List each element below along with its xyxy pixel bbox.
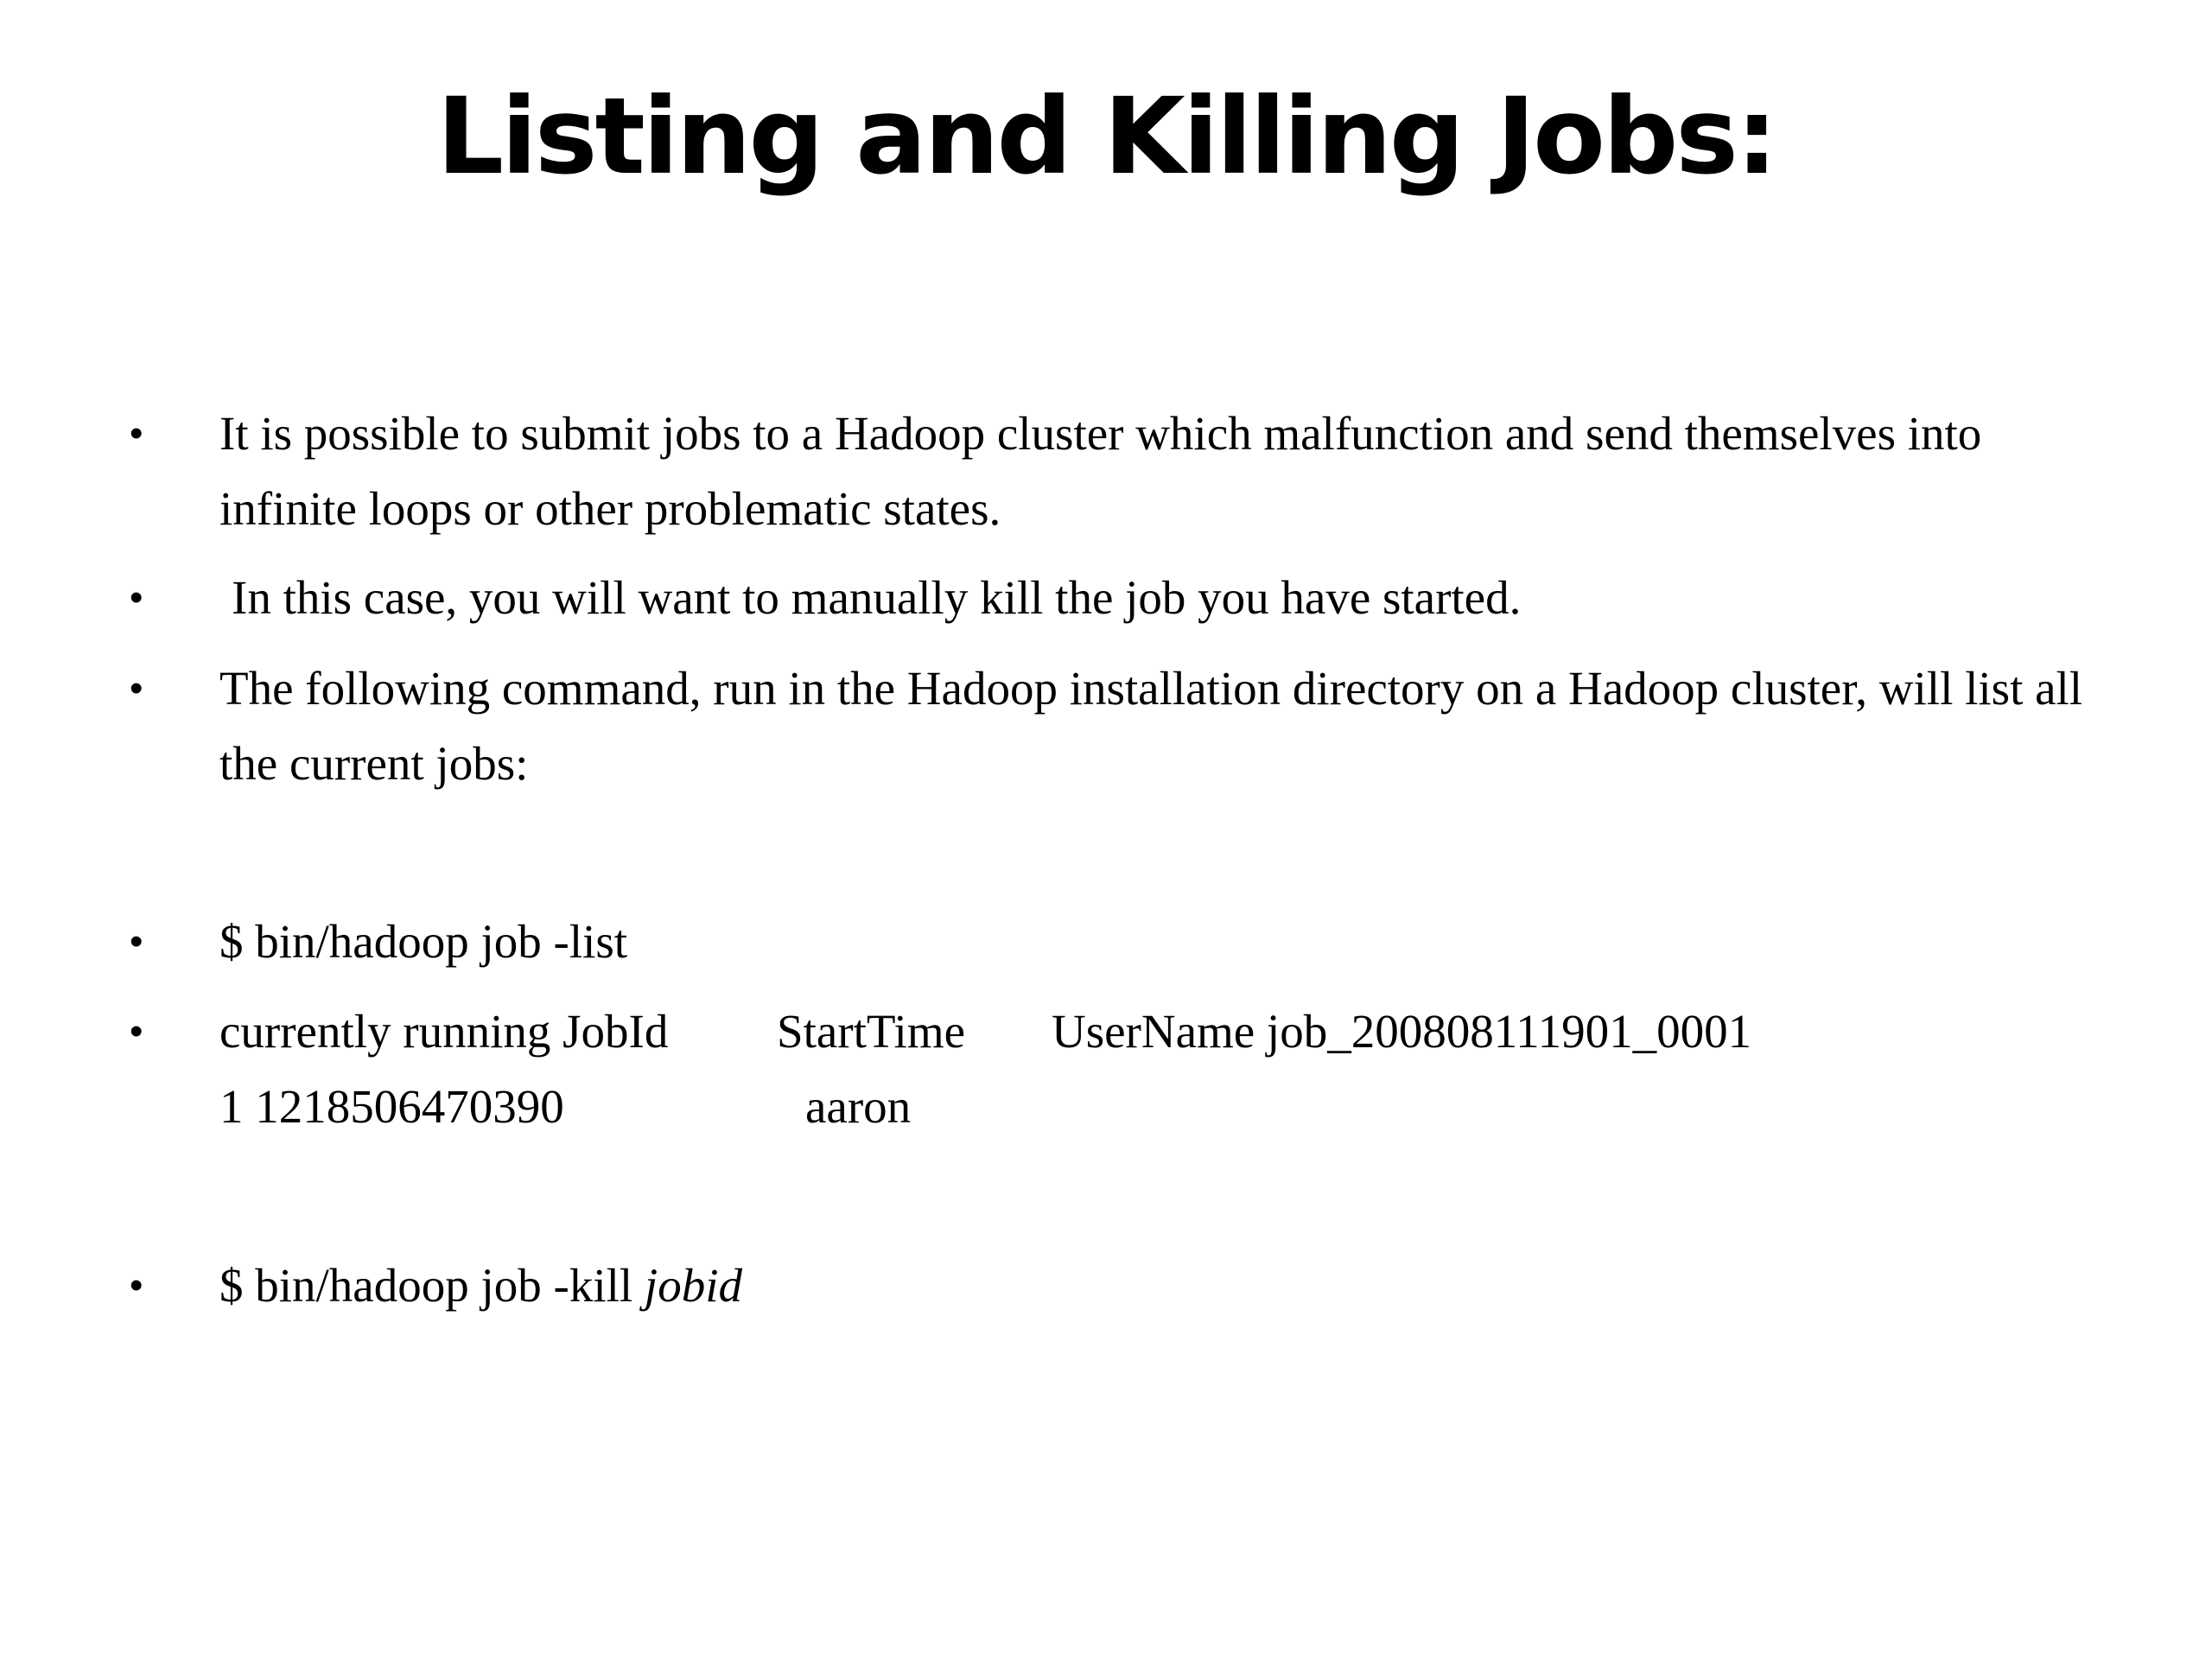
kill-command-arg: jobid — [644, 1259, 742, 1312]
jobid-heading: currently running JobId — [219, 1005, 669, 1058]
list-command-text: $ bin/hadoop job -list — [219, 915, 628, 968]
job-state-start-value: 1 1218506470390 — [219, 1080, 564, 1133]
bullet-dot: • — [130, 667, 143, 709]
starttime-heading: StartTime — [777, 1005, 966, 1058]
bullet-dot: • — [130, 1264, 143, 1306]
kill-command-text — [219, 1248, 2100, 1323]
bullet-item — [130, 651, 2100, 801]
bullet-text: The following command, run in the Hadoop installation directory on a Hadoop cluster, will list all the current jobs: — [219, 662, 2083, 790]
bullet-text: In this case, you will want to manually kill the job you have started. — [232, 571, 1522, 624]
bullet-item — [130, 904, 2100, 979]
bullet-item — [130, 560, 2100, 635]
job-output-block — [219, 994, 2100, 1144]
bullet-dot: • — [130, 576, 143, 619]
job-output-header-line — [219, 1005, 1751, 1058]
username-jobid-text: UserName job_200808111901_0001 — [1052, 1005, 1752, 1058]
kill-command-prefix: $ bin/hadoop job -kill — [219, 1259, 633, 1312]
bullet-item — [130, 396, 2100, 546]
bullet-dot: • — [130, 412, 143, 454]
bullet-dot: • — [130, 920, 143, 963]
slide-title: Listing and Killing Jobs: — [436, 75, 1776, 198]
bullet-dot: • — [130, 1010, 143, 1052]
bullet-text: It is possible to submit jobs to a Hadoop cluster which malfunction and send themselves into infinite loops or other problematic states. — [219, 407, 1982, 535]
job-output-row-line — [219, 1080, 911, 1133]
job-user-value: aaron — [805, 1080, 912, 1133]
bullet-item-kill-command — [130, 1248, 2100, 1323]
bullet-item-job-output — [130, 994, 2100, 1144]
